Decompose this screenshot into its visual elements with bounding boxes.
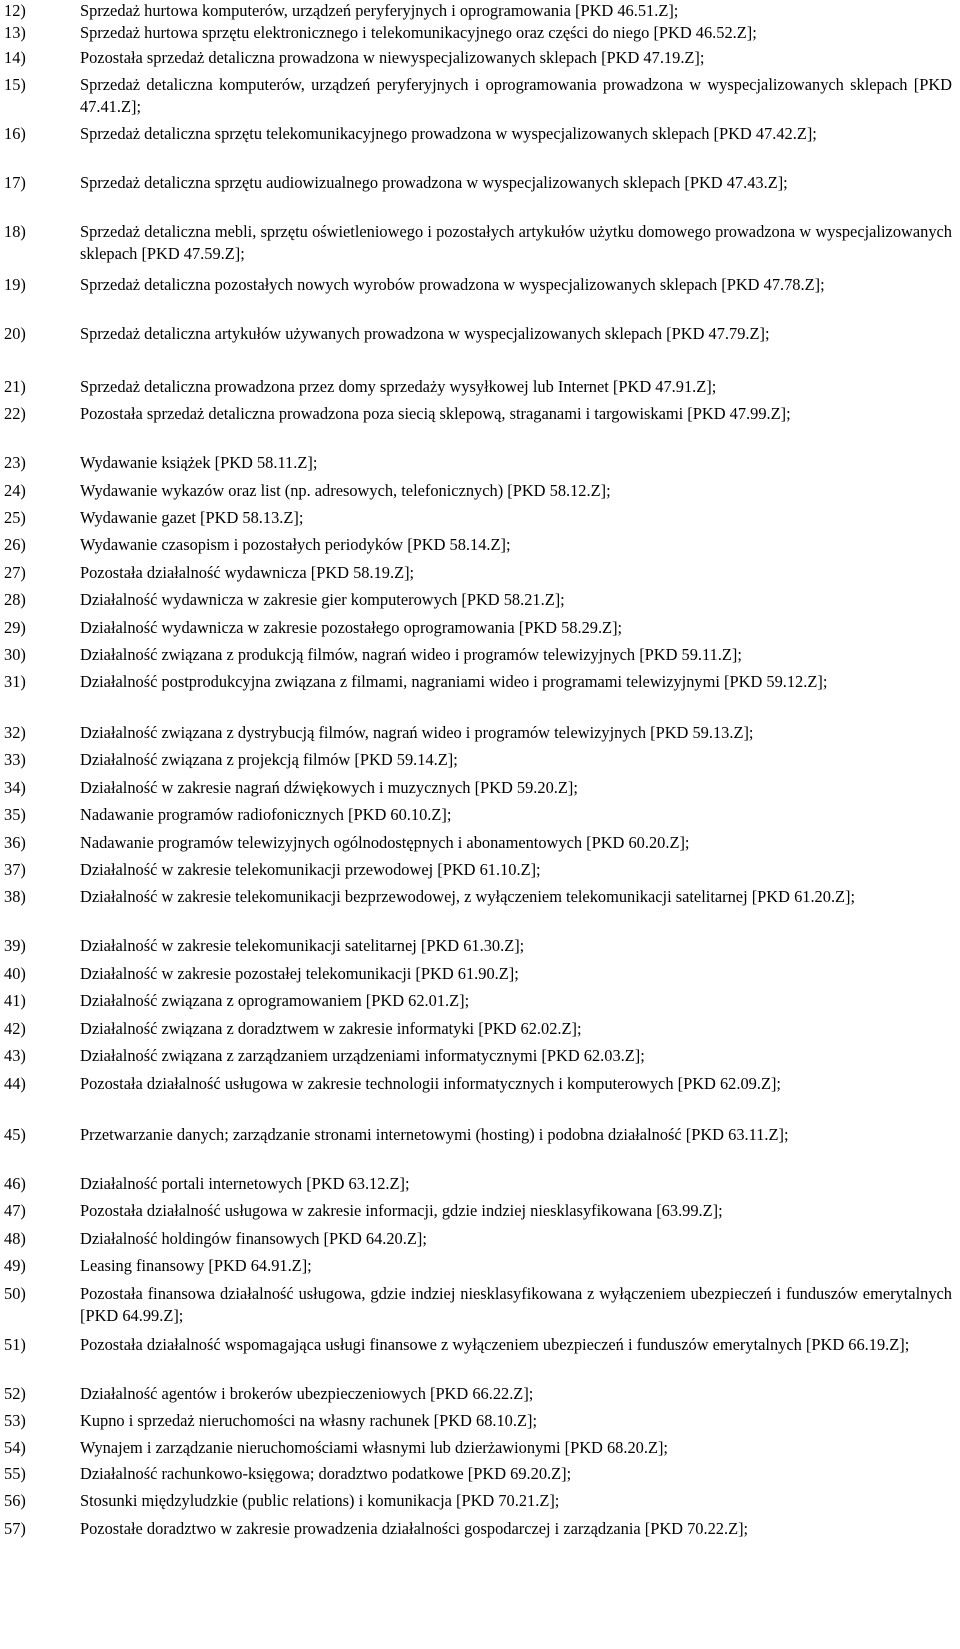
list-item: [4, 1463, 956, 1485]
list-item-text: Pozostałe doradztwo w zakresie prowadzenia działalności gospodarczej i zarządzania [PKD 70.22.Z];: [80, 1519, 749, 1538]
list-item: [4, 832, 956, 854]
list-item-number: 49): [4, 1256, 26, 1275]
list-item: [4, 1173, 956, 1195]
list-item-text: Pozostała sprzedaż detaliczna prowadzona w niewyspecjalizowanych sklepach [PKD 47.19.Z];: [80, 48, 705, 67]
list-item-text: Działalność w zakresie pozostałej telekomunikacji [PKD 61.90.Z];: [80, 964, 519, 983]
list-item-text: Pozostała działalność usługowa w zakresie informacji, gdzie indziej niesklasyfikowana [63.99.Z];: [80, 1201, 723, 1220]
list-item-number: 38): [4, 887, 26, 906]
list-item-number: 53): [4, 1411, 26, 1430]
list-item: [4, 1490, 956, 1512]
list-item-number: 41): [4, 991, 26, 1010]
list-item-text: Sprzedaż hurtowa sprzętu elektronicznego i telekomunikacyjnego oraz części do niego [PKD 46.52.Z];: [80, 23, 757, 42]
list-item-number: 32): [4, 723, 26, 742]
list-item-text: Działalność związana z oprogramowaniem [PKD 62.01.Z];: [80, 991, 470, 1010]
list-item-text: Nadawanie programów radiofonicznych [PKD 60.10.Z];: [80, 805, 452, 824]
list-item-text: Wydawanie wykazów oraz list (np. adresowych, telefonicznych) [PKD 58.12.Z];: [80, 481, 611, 500]
list-item-text: Działalność związana z doradztwem w zakresie informatyki [PKD 62.02.Z];: [80, 1019, 582, 1038]
list-item: [4, 323, 956, 345]
list-item: [4, 935, 956, 957]
list-item: [4, 1383, 956, 1405]
list-item: [4, 376, 956, 398]
list-item-text: Działalność wydawnicza w zakresie pozostałego oprogramowania [PKD 58.29.Z];: [80, 618, 623, 637]
list-item-number: 48): [4, 1229, 26, 1248]
list-item-text: Pozostała finansowa działalność usługowa, gdzie indziej niesklasyfikowana z wyłączeniem ubezpieczeń i funduszów emerytalnych [PKD 64.99.Z];: [80, 1284, 952, 1325]
list-item-number: 37): [4, 860, 26, 879]
list-item-text: Wydawanie gazet [PKD 58.13.Z];: [80, 508, 304, 527]
list-item-text: Działalność wydawnicza w zakresie gier komputerowych [PKD 58.21.Z];: [80, 590, 565, 609]
list-item-number: 52): [4, 1384, 26, 1403]
list-item: [4, 123, 956, 145]
list-item-number: 54): [4, 1438, 26, 1457]
list-item: [4, 671, 956, 693]
list-item-text: Działalność związana z dystrybucją filmów, nagrań wideo i programów telewizyjnych [PKD 59.13.Z];: [80, 723, 754, 742]
list-item-number: 16): [4, 124, 26, 143]
list-item: [4, 1255, 956, 1277]
list-item: [4, 74, 956, 118]
list-item: [4, 403, 956, 425]
list-item-number: 39): [4, 936, 26, 955]
list-item: [4, 562, 956, 584]
list-item-number: 26): [4, 535, 26, 554]
list-item: [4, 963, 956, 985]
list-item: [4, 1283, 956, 1327]
list-item-text: Działalność w zakresie telekomunikacji bezprzewodowej, z wyłączeniem telekomunikacji satelitarnej [PKD 61.20.Z];: [80, 887, 856, 906]
list-item-text: Działalność postprodukcyjna związana z filmami, nagraniami wideo i programami telewizyjnymi [PKD 59.12.Z];: [80, 672, 828, 691]
list-item-number: 25): [4, 508, 26, 527]
list-item-number: 57): [4, 1519, 26, 1538]
list-item-text: Nadawanie programów telewizyjnych ogólnodostępnych i abonamentowych [PKD 60.20.Z];: [80, 833, 690, 852]
list-item-number: 19): [4, 275, 26, 294]
list-item: [4, 1437, 956, 1459]
list-item-number: 31): [4, 672, 26, 691]
list-item-number: 42): [4, 1019, 26, 1038]
list-item: [4, 1073, 956, 1095]
list-item: [4, 990, 956, 1012]
list-item: [4, 1518, 956, 1540]
list-item-number: 55): [4, 1464, 26, 1483]
list-item: [4, 480, 956, 502]
list-item-text: Sprzedaż detaliczna pozostałych nowych wyrobów prowadzona w wyspecjalizowanych sklepach [PKD 47.78.Z];: [80, 275, 825, 294]
list-item: [4, 1200, 956, 1222]
list-item-number: 17): [4, 173, 26, 192]
list-item: [4, 172, 956, 194]
list-item-text: Sprzedaż detaliczna artykułów używanych prowadzona w wyspecjalizowanych sklepach [PKD 47.79.Z];: [80, 324, 770, 343]
list-item-text: Kupno i sprzedaż nieruchomości na własny rachunek [PKD 68.10.Z];: [80, 1411, 537, 1430]
list-item-number: 22): [4, 404, 26, 423]
list-item: [4, 47, 956, 69]
list-item-number: 51): [4, 1335, 26, 1354]
list-item-text: Pozostała sprzedaż detaliczna prowadzona poza siecią sklepową, straganami i targowiskami [PKD 47.99.Z];: [80, 404, 791, 423]
list-item-number: 12): [4, 1, 26, 20]
list-item-text: Działalność rachunkowo-księgowa; doradztwo podatkowe [PKD 69.20.Z];: [80, 1464, 572, 1483]
list-item-text: Działalność holdingów finansowych [PKD 64.20.Z];: [80, 1229, 427, 1248]
list-item: [4, 22, 956, 44]
list-item-text: Pozostała działalność wydawnicza [PKD 58.19.Z];: [80, 563, 415, 582]
list-item-number: 40): [4, 964, 26, 983]
list-item-number: 27): [4, 563, 26, 582]
list-item-number: 34): [4, 778, 26, 797]
list-item-number: 23): [4, 453, 26, 472]
list-item-text: Przetwarzanie danych; zarządzanie stronami internetowymi (hosting) i podobna działalność [PKD 63.11.Z];: [80, 1125, 789, 1144]
list-item: [4, 534, 956, 556]
list-item-text: Leasing finansowy [PKD 64.91.Z];: [80, 1256, 312, 1275]
list-item-text: Pozostała działalność wspomagająca usługi finansowe z wyłączeniem ubezpieczeń i funduszów emerytalnych [PKD 66.19.Z];: [80, 1335, 910, 1354]
list-item: [4, 644, 956, 666]
list-item-text: Sprzedaż detaliczna sprzętu audiowizualnego prowadzona w wyspecjalizowanych sklepach [PKD 47.43.Z];: [80, 173, 788, 192]
list-item: [4, 589, 956, 611]
list-item-text: Działalność agentów i brokerów ubezpieczeniowych [PKD 66.22.Z];: [80, 1384, 534, 1403]
list-item-number: 44): [4, 1074, 26, 1093]
list-item-number: 47): [4, 1201, 26, 1220]
list-item: [4, 274, 956, 296]
list-item-number: 46): [4, 1174, 26, 1193]
list-item: [4, 1018, 956, 1040]
list-item-number: 45): [4, 1125, 26, 1144]
list-item-text: Sprzedaż detaliczna prowadzona przez domy sprzedaży wysyłkowej lub Internet [PKD 47.91.Z];: [80, 377, 717, 396]
list-item-number: 50): [4, 1284, 26, 1303]
list-item-text: Stosunki międzyludzkie (public relations) i komunikacja [PKD 70.21.Z];: [80, 1491, 560, 1510]
list-item: [4, 859, 956, 881]
list-item-text: Wydawanie książek [PKD 58.11.Z];: [80, 453, 318, 472]
list-item: [4, 749, 956, 771]
list-item-number: 35): [4, 805, 26, 824]
list-item: [4, 617, 956, 639]
list-item: [4, 1410, 956, 1432]
list-item-number: 20): [4, 324, 26, 343]
list-item: [4, 1045, 956, 1067]
list-item: [4, 777, 956, 799]
list-item-number: 29): [4, 618, 26, 637]
list-item-number: 33): [4, 750, 26, 769]
list-item-number: 18): [4, 222, 26, 241]
list-item-number: 56): [4, 1491, 26, 1510]
list-item-number: 24): [4, 481, 26, 500]
list-item-text: Wynajem i zarządzanie nieruchomościami własnymi lub dzierżawionymi [PKD 68.20.Z];: [80, 1438, 668, 1457]
list-item-text: Pozostała działalność usługowa w zakresie technologii informatycznych i komputerowych [PKD 62.09.Z];: [80, 1074, 781, 1093]
list-item: [4, 1334, 956, 1356]
list-item-text: Działalność związana z zarządzaniem urządzeniami informatycznymi [PKD 62.03.Z];: [80, 1046, 645, 1065]
list-item: [4, 0, 956, 22]
list-item-text: Wydawanie czasopism i pozostałych periodyków [PKD 58.14.Z];: [80, 535, 511, 554]
list-item-number: 36): [4, 833, 26, 852]
list-item: [4, 221, 956, 265]
list-item-number: 28): [4, 590, 26, 609]
list-item-text: Sprzedaż detaliczna komputerów, urządzeń peryferyjnych i oprogramowania prowadzona w wyspecjalizowanych sklepach [PKD 47.41.Z];: [80, 75, 952, 116]
list-item-text: Działalność w zakresie telekomunikacji satelitarnej [PKD 61.30.Z];: [80, 936, 525, 955]
list-item-number: 13): [4, 23, 26, 42]
list-item: [4, 507, 956, 529]
list-item: [4, 804, 956, 826]
list-item: [4, 1228, 956, 1250]
list-item-text: Sprzedaż detaliczna mebli, sprzętu oświetleniowego i pozostałych artykułów użytku domowego prowadzona w wyspecjalizowanych sklepach [PKD 47.59.Z];: [80, 222, 952, 263]
list-item-number: 14): [4, 48, 26, 67]
list-item-number: 30): [4, 645, 26, 664]
list-item-text: Sprzedaż hurtowa komputerów, urządzeń peryferyjnych i oprogramowania [PKD 46.51.Z];: [80, 1, 679, 20]
list-item-text: Działalność portali internetowych [PKD 63.12.Z];: [80, 1174, 410, 1193]
list-item: [4, 886, 956, 908]
list-item-text: Działalność w zakresie nagrań dźwiękowych i muzycznych [PKD 59.20.Z];: [80, 778, 578, 797]
list-item-text: Działalność związana z projekcją filmów [PKD 59.14.Z];: [80, 750, 458, 769]
list-item-text: Działalność związana z produkcją filmów, nagrań wideo i programów telewizyjnych [PKD 59.11.Z];: [80, 645, 742, 664]
list-item-text: Sprzedaż detaliczna sprzętu telekomunikacyjnego prowadzona w wyspecjalizowanych sklepach [PKD 47.42.Z];: [80, 124, 817, 143]
list-item-text: Działalność w zakresie telekomunikacji przewodowej [PKD 61.10.Z];: [80, 860, 541, 879]
list-item: [4, 1124, 956, 1146]
list-item: [4, 722, 956, 744]
list-item: [4, 452, 956, 474]
list-item-number: 15): [4, 75, 26, 94]
list-item-number: 43): [4, 1046, 26, 1065]
list-item-number: 21): [4, 377, 26, 396]
